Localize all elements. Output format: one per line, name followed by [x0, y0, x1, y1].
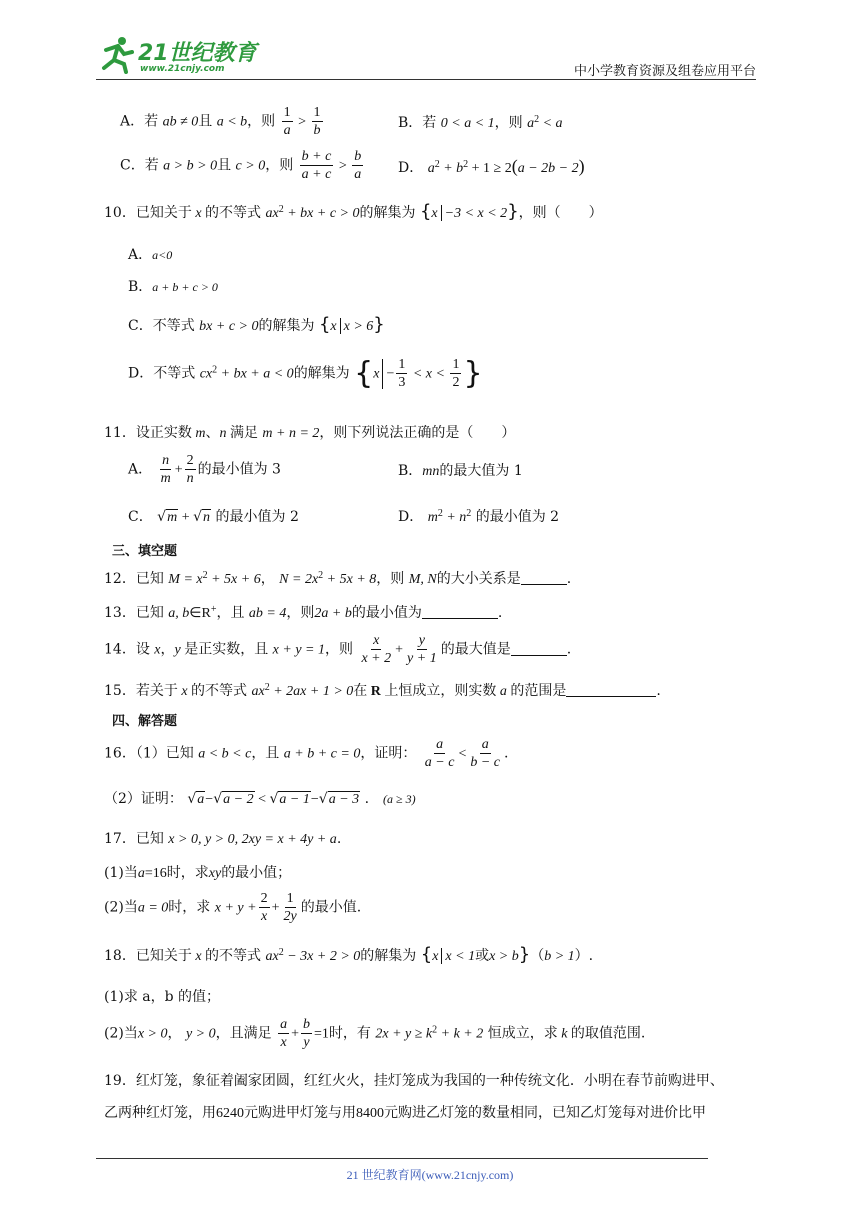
q10-option-b: B．a + b + c > 0 — [128, 279, 218, 295]
logo-text: 21世纪教育 — [138, 41, 257, 66]
q11-stem: 11．设正实数 m、n 满足 m + n = 2，则下列说法正确的是（ ） — [104, 425, 516, 441]
q9-option-c: C．若 a > b > 0且 c > 0，则 $\frac{b + c}{a + c}$ > $\frac{b}{a}$ — [120, 149, 362, 182]
section-fill-in-title: 三、填空题 — [112, 544, 178, 559]
header-rule — [96, 79, 756, 80]
q14: 14．设 x，y 是正实数，且 x + y = 1，则 $\frac{x}{x + 2}$ + $\frac{y}{y + 1}$ 的最大值是 . — [104, 633, 572, 666]
q19-line2: 乙两种红灯笼，用6240元购进甲灯笼与用8400元购进乙灯笼的数量相同，已知乙灯笼每对进价比甲 — [104, 1105, 706, 1121]
q9-option-b: B．若 0 < a < 1，则 $a^2 < a$ — [398, 114, 563, 131]
q10-option-c: C．不等式 bx + c > 0的解集为 {x x > 6} — [128, 314, 385, 335]
q18-part1: (1)求 a，b 的值； — [104, 989, 221, 1005]
q16-part1: 16．（1）已知 a < b < c，且 a + b + c = 0，证明： $\frac{a}{a - c}$ < $\frac{a}{b - c}$ . — [104, 737, 509, 770]
q18-part2: (2)当x > 0， y > 0，且满足 $\frac{a}{x}$ + $\frac{b}{y}$ =1时，有 $2x + y \ge k^2 + k + 2$ 恒成立，求 k 的取值范围. — [104, 1017, 646, 1050]
section-answer-title: 四、解答题 — [112, 714, 178, 729]
runner-logo-icon — [96, 34, 136, 74]
logo-url: www.21cnjy.com — [140, 64, 225, 74]
q11-option-b: B．mn的最大值为 1 — [398, 463, 523, 479]
q12: 12．已知 $M = x^2 + 5x + 6$， $N = 2x^2 + 5x + 8$，则 M, N的大小关系是 . — [104, 570, 572, 587]
header-logo — [96, 34, 256, 78]
q11-option-d: D． $m^2 + n^2$ 的最小值为 2 — [398, 508, 560, 525]
q11-option-a: A． $\frac{n}{m}$ + $\frac{2}{n}$ 的最小值为 3 — [128, 453, 281, 486]
q9-option-a: A．若 ab ≠ 0且 a < b，则 $\frac{1}{a}$ > $\frac{1}{b}$ — [120, 105, 321, 138]
footer-rule — [96, 1158, 708, 1159]
q11-option-c: C． √m + √n 的最小值为 2 — [128, 509, 299, 525]
q13: 13．已知 a, b∈R+，且 ab = 4，则2a + b的最小值为 . — [104, 604, 503, 621]
q17-part1: (1)当a=16时，求xy的最小值； — [104, 865, 292, 881]
q17-stem: 17．已知 x > 0, y > 0, 2xy = x + 4y + a. — [104, 831, 342, 847]
q19-line1: 19．红灯笼，象征着阖家团圆，红红火火，挂灯笼成为我国的一种传统文化．小明在春节前购进甲、 — [104, 1073, 724, 1089]
q18-stem: 18．已知关于 x 的不等式 $ax^2 - 3x + 2 > 0$的解集为 {x x < 1或x > b}（b > 1）. — [104, 944, 594, 965]
q16-part2: （2）证明： √a−√a − 2 < √a − 1−√a − 3 . (a ≥ 3) — [104, 791, 416, 807]
q10-option-a: A．a<0 — [128, 247, 173, 263]
q10-option-d: D．不等式 $cx^2$ + bx + a < 0的解集为 {x − $\frac{1}{3}$ < x < $\frac{1}{2}$ } — [128, 356, 483, 391]
footer-text[interactable]: 21 世纪教育网(www.21cnjy.com) — [346, 1168, 514, 1182]
q17-part2: (2)当a = 0时，求 x + y + $\frac{2}{x}$ + $\frac{1}{2y}$ 的最小值. — [104, 891, 362, 924]
q15: 15．若关于 x 的不等式 $ax^2 + 2ax + 1 > 0$在 R 上恒成立，则实数 a 的范围是 . — [104, 682, 661, 699]
q10-stem: 10．已知关于 x 的不等式 $ax^2$ + bx + c > 0的解集为 {x −3 < x < 2}，则（ ） — [104, 201, 603, 222]
header-title: 中小学教育资源及组卷应用平台 — [573, 64, 756, 79]
q9-option-d: D． $a^2 + b^2 + 1 \ge 2(a - 2b - 2)$ — [398, 156, 585, 176]
